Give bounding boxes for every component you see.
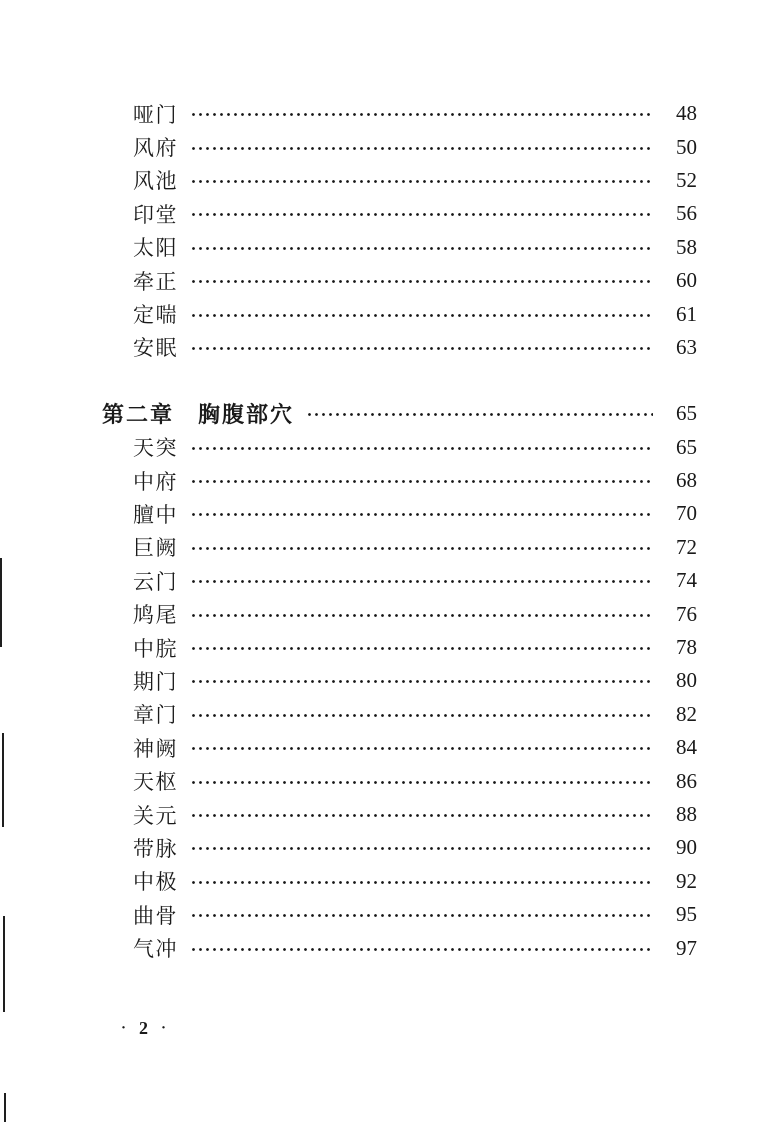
toc-entry-row xyxy=(133,898,697,931)
toc-entry-label: 中极 xyxy=(133,870,178,895)
scan-edge-mark-2 xyxy=(2,733,4,827)
toc-entry-row xyxy=(133,264,697,297)
toc-entry-page: 74 xyxy=(676,568,697,593)
toc-entry-label: 曲骨 xyxy=(133,903,178,928)
dot-leader xyxy=(190,713,653,718)
toc-entry-label: 天突 xyxy=(133,436,178,461)
toc-entry-label: 天枢 xyxy=(133,770,178,795)
toc-entry-page: 92 xyxy=(676,868,697,893)
toc-entry-row xyxy=(133,731,697,764)
toc-entry-row xyxy=(133,631,697,664)
scan-edge-mark-1 xyxy=(0,558,2,647)
dot-leader xyxy=(190,913,653,918)
toc-entry-label: 哑门 xyxy=(133,102,178,127)
dot-leader xyxy=(190,446,653,451)
footer-left-dot: · xyxy=(121,1019,127,1036)
toc-entry-label: 印堂 xyxy=(133,202,178,227)
toc-entry-label: 气冲 xyxy=(133,937,178,962)
toc-entry-page: 80 xyxy=(676,668,697,693)
toc-entry-page: 72 xyxy=(676,534,697,559)
toc-entry-row xyxy=(133,597,697,630)
toc-entry-row xyxy=(133,164,697,197)
dot-leader xyxy=(190,346,653,351)
toc-entry-row xyxy=(133,831,697,864)
toc-entry-page: 68 xyxy=(676,468,697,493)
dot-leader xyxy=(190,579,653,584)
dot-leader xyxy=(190,746,653,751)
dot-leader xyxy=(190,112,653,117)
toc-entry-row xyxy=(133,531,697,564)
toc-entry-page: 76 xyxy=(676,601,697,626)
toc-entry-row xyxy=(133,798,697,831)
dot-leader xyxy=(190,780,653,785)
toc-entry-row xyxy=(133,197,697,230)
toc-entry-page: 63 xyxy=(676,334,697,359)
toc-section xyxy=(102,397,697,965)
toc-chapter-heading-label: 第二章 胸腹部穴 xyxy=(102,402,295,428)
toc-entry-page: 78 xyxy=(676,635,697,660)
toc-entry-page: 84 xyxy=(676,735,697,760)
dot-leader xyxy=(190,512,653,517)
toc-entry-page: 48 xyxy=(676,101,697,126)
toc-entry-page: 65 xyxy=(676,434,697,459)
footer-page-number: 2 xyxy=(139,1018,149,1038)
toc-entry-label: 云门 xyxy=(133,569,178,594)
toc-entry-page: 61 xyxy=(676,301,697,326)
toc-entry-row xyxy=(133,564,697,597)
toc-entry-page: 70 xyxy=(676,501,697,526)
toc-entry-page: 97 xyxy=(676,935,697,960)
toc-entry-label: 膻中 xyxy=(133,502,178,527)
toc-entry-page: 56 xyxy=(676,201,697,226)
dot-leader xyxy=(190,479,653,484)
toc-entry-row xyxy=(133,231,697,264)
toc-entry-row xyxy=(133,97,697,130)
toc-entry-page: 82 xyxy=(676,701,697,726)
toc-entry-label: 期门 xyxy=(133,669,178,694)
toc-entry-page: 95 xyxy=(676,902,697,927)
dot-leader xyxy=(190,313,653,318)
toc-entry-label: 风府 xyxy=(133,136,178,161)
toc-entry-row xyxy=(133,931,697,964)
toc-entry-label: 安眠 xyxy=(133,336,178,361)
dot-leader xyxy=(190,179,653,184)
toc-section xyxy=(133,97,697,364)
toc-entry-label: 中府 xyxy=(133,469,178,494)
toc-chapter-heading-page: 65 xyxy=(676,401,697,426)
dot-leader xyxy=(306,412,653,417)
toc-entry-row xyxy=(133,497,697,530)
dot-leader xyxy=(190,212,653,217)
toc-entry-label: 章门 xyxy=(133,703,178,728)
dot-leader xyxy=(190,546,653,551)
toc-entry-page: 90 xyxy=(676,835,697,860)
toc-entry-label: 神阙 xyxy=(133,736,178,761)
dot-leader xyxy=(190,246,653,251)
toc-entry-row xyxy=(133,130,697,163)
toc-entry-page: 50 xyxy=(676,134,697,159)
footer-right-dot: · xyxy=(161,1019,167,1036)
dot-leader xyxy=(190,646,653,651)
toc-entry-row xyxy=(133,331,697,364)
dot-leader xyxy=(190,613,653,618)
scan-edge-mark-3 xyxy=(3,916,5,1012)
toc-entry-label: 风池 xyxy=(133,169,178,194)
dot-leader xyxy=(190,846,653,851)
toc-chapter-heading-row xyxy=(102,397,697,430)
toc-entry-page: 86 xyxy=(676,768,697,793)
scan-edge-mark-4 xyxy=(4,1093,6,1122)
dot-leader xyxy=(190,146,653,151)
dot-leader xyxy=(190,279,653,284)
toc-entry-row xyxy=(133,464,697,497)
toc-entry-row xyxy=(133,865,697,898)
toc-entry-label: 太阳 xyxy=(133,236,178,261)
toc-entry-label: 关元 xyxy=(133,803,178,828)
toc-entry-label: 中脘 xyxy=(133,636,178,661)
toc-entry-row xyxy=(133,431,697,464)
dot-leader xyxy=(190,813,653,818)
dot-leader xyxy=(190,947,653,952)
toc-entry-page: 52 xyxy=(676,167,697,192)
toc-entry-label: 带脉 xyxy=(133,836,178,861)
toc-entry-row xyxy=(133,698,697,731)
toc-entry-label: 巨阙 xyxy=(133,536,178,561)
toc-entry-row xyxy=(133,664,697,697)
toc-entry-label: 鸠尾 xyxy=(133,603,178,628)
dot-leader xyxy=(190,679,653,684)
toc-entry-label: 定喘 xyxy=(133,303,178,328)
toc-entry-row xyxy=(133,297,697,330)
toc-entry-row xyxy=(133,764,697,797)
dot-leader xyxy=(190,880,653,885)
toc-entry-label: 牵正 xyxy=(133,269,178,294)
toc-entry-page: 60 xyxy=(676,268,697,293)
toc-entry-page: 88 xyxy=(676,802,697,826)
toc-entry-page: 58 xyxy=(676,234,697,259)
table-of-contents xyxy=(102,97,697,965)
page-footer xyxy=(121,1019,166,1037)
